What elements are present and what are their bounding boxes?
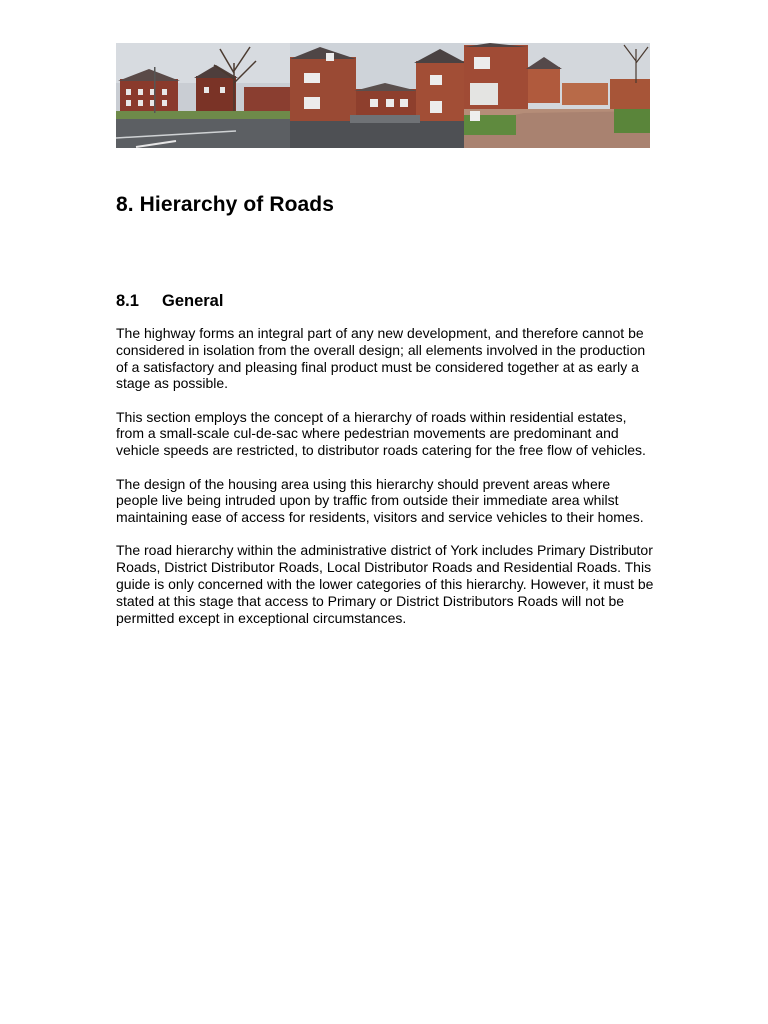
paragraph: The road hierarchy within the administrative district of York includes Primary Distributor Roads, District Distributor Roads, Local Distributor Roads and Residential Roads. This guide is only concerned with the lower categories of this hierarchy. However, it must be stated at this stage that access to Primary or District Distributors Roads will not be permitted except in exceptional circumstances.: [116, 542, 654, 626]
section-title: General: [162, 292, 224, 310]
chapter-title-text: Hierarchy of Roads: [139, 193, 335, 216]
section-heading: [116, 292, 223, 311]
street-photo-3: [464, 43, 650, 148]
street-photo-2: [290, 43, 464, 148]
header-photo-banner: [116, 43, 650, 148]
section-number: 8.1: [116, 292, 139, 310]
street-photo-1: [116, 43, 290, 148]
chapter-title: [116, 193, 334, 217]
paragraph: The highway forms an integral part of any new development, and therefore cannot be considered in isolation from the overall design; all elements involved in the production of a satisfactory and pleasing final product must be considered together at as early a stage as possible.: [116, 325, 646, 392]
paragraph: This section employs the concept of a hierarchy of roads within residential estates, from a small-scale cul-de-sac where pedestrian movements are predominant and vehicle speeds are restricted, to distributor roads catering for the free flow of vehicles.: [116, 408, 646, 459]
paragraph: The design of the housing area using this hierarchy should prevent areas where people live being intruded upon by traffic from outside their immediate area whilst maintaining ease of access for residents, visitors and service vehicles to their homes.: [116, 475, 644, 526]
chapter-number: 8.: [116, 193, 134, 216]
section-body: [116, 325, 656, 643]
